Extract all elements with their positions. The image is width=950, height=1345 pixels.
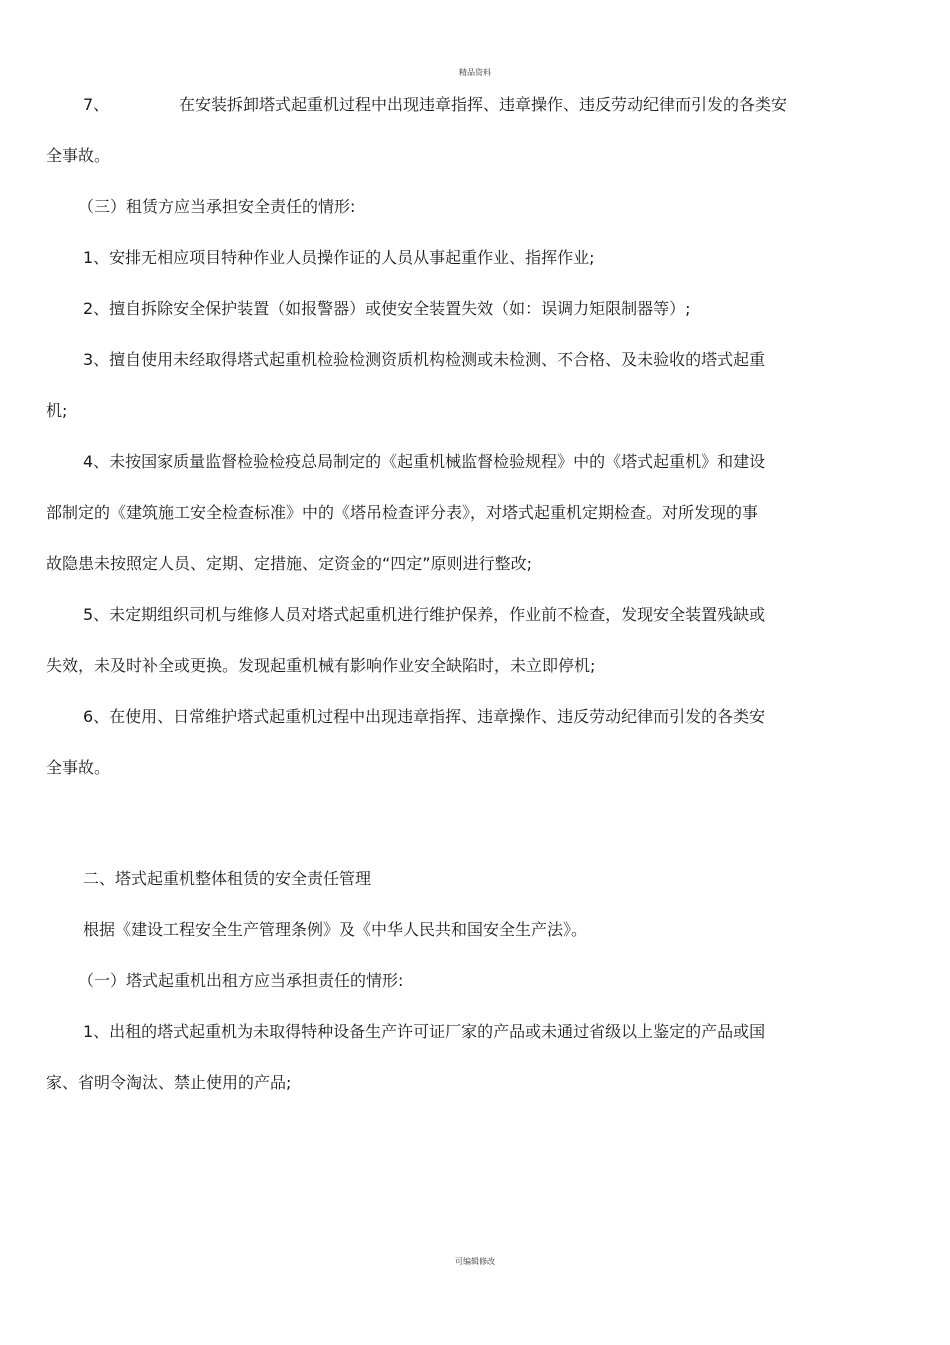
lessee-item-3: 3、擅自使用未经取得塔式起重机检验检测资质机构检测或未检测、不合格、及未验收的塔式起重 机;	[46, 350, 766, 420]
lessee-item-2: 2、擅自拆除安全保护装置（如报警器）或使安全装置失效（如：误调力矩限制器等）;	[83, 299, 691, 318]
item-7	[46, 92, 858, 168]
item-7-text-cont: 全事故。	[46, 146, 111, 165]
lessor-heading: （一）塔式起重机出租方应当承担责任的情形:	[78, 971, 404, 990]
lessee-item-5: 5、未定期组织司机与维修人员对塔式起重机进行维护保养，作业前不检查，发现安全装置残缺或 失效，未及时补全或更换。发现起重机械有影响作业安全缺陷时，未立即停机;	[46, 605, 766, 675]
lessee-item-4: 4、未按国家质量监督检验检疫总局制定的《起重机械监督检验规程》中的《塔式起重机》和建设 部制定的《建筑施工安全检查标准》中的《塔吊检查评分表》，对塔式起重机定期检查。对所发现的事 故隐患未按照定人员、定期、定措施、定资金的“四定”原则进行整改;	[46, 452, 766, 573]
document-body	[46, 92, 858, 1095]
item-7-number: 7、	[83, 95, 110, 114]
lessee-item-1: 1、安排无相应项目特种作业人员操作证的人员从事起重作业、指挥作业;	[83, 248, 595, 267]
section-2-basis: 根据《建设工程安全生产管理条例》及《中华人民共和国安全生产法》。	[83, 920, 588, 939]
lessee-item-6: 6、在使用、日常维护塔式起重机过程中出现违章指挥、违章操作、违反劳动纪律而引发的各类安 全事故。	[46, 707, 766, 777]
item-7-text: 在安装拆卸塔式起重机过程中出现违章指挥、违章操作、违反劳动纪律而引发的各类安	[179, 95, 788, 114]
footer-note: 可编辑修改	[455, 1257, 495, 1266]
header-note: 精品资料	[459, 68, 491, 77]
lessee-heading: （三）租赁方应当承担安全责任的情形:	[78, 197, 356, 216]
lessor-item-1: 1、出租的塔式起重机为未取得特种设备生产许可证厂家的产品或未通过省级以上鉴定的产品或国 家、省明令淘汰、禁止使用的产品;	[46, 1022, 766, 1092]
section-2-heading: 二、塔式起重机整体租赁的安全责任管理	[83, 869, 372, 888]
